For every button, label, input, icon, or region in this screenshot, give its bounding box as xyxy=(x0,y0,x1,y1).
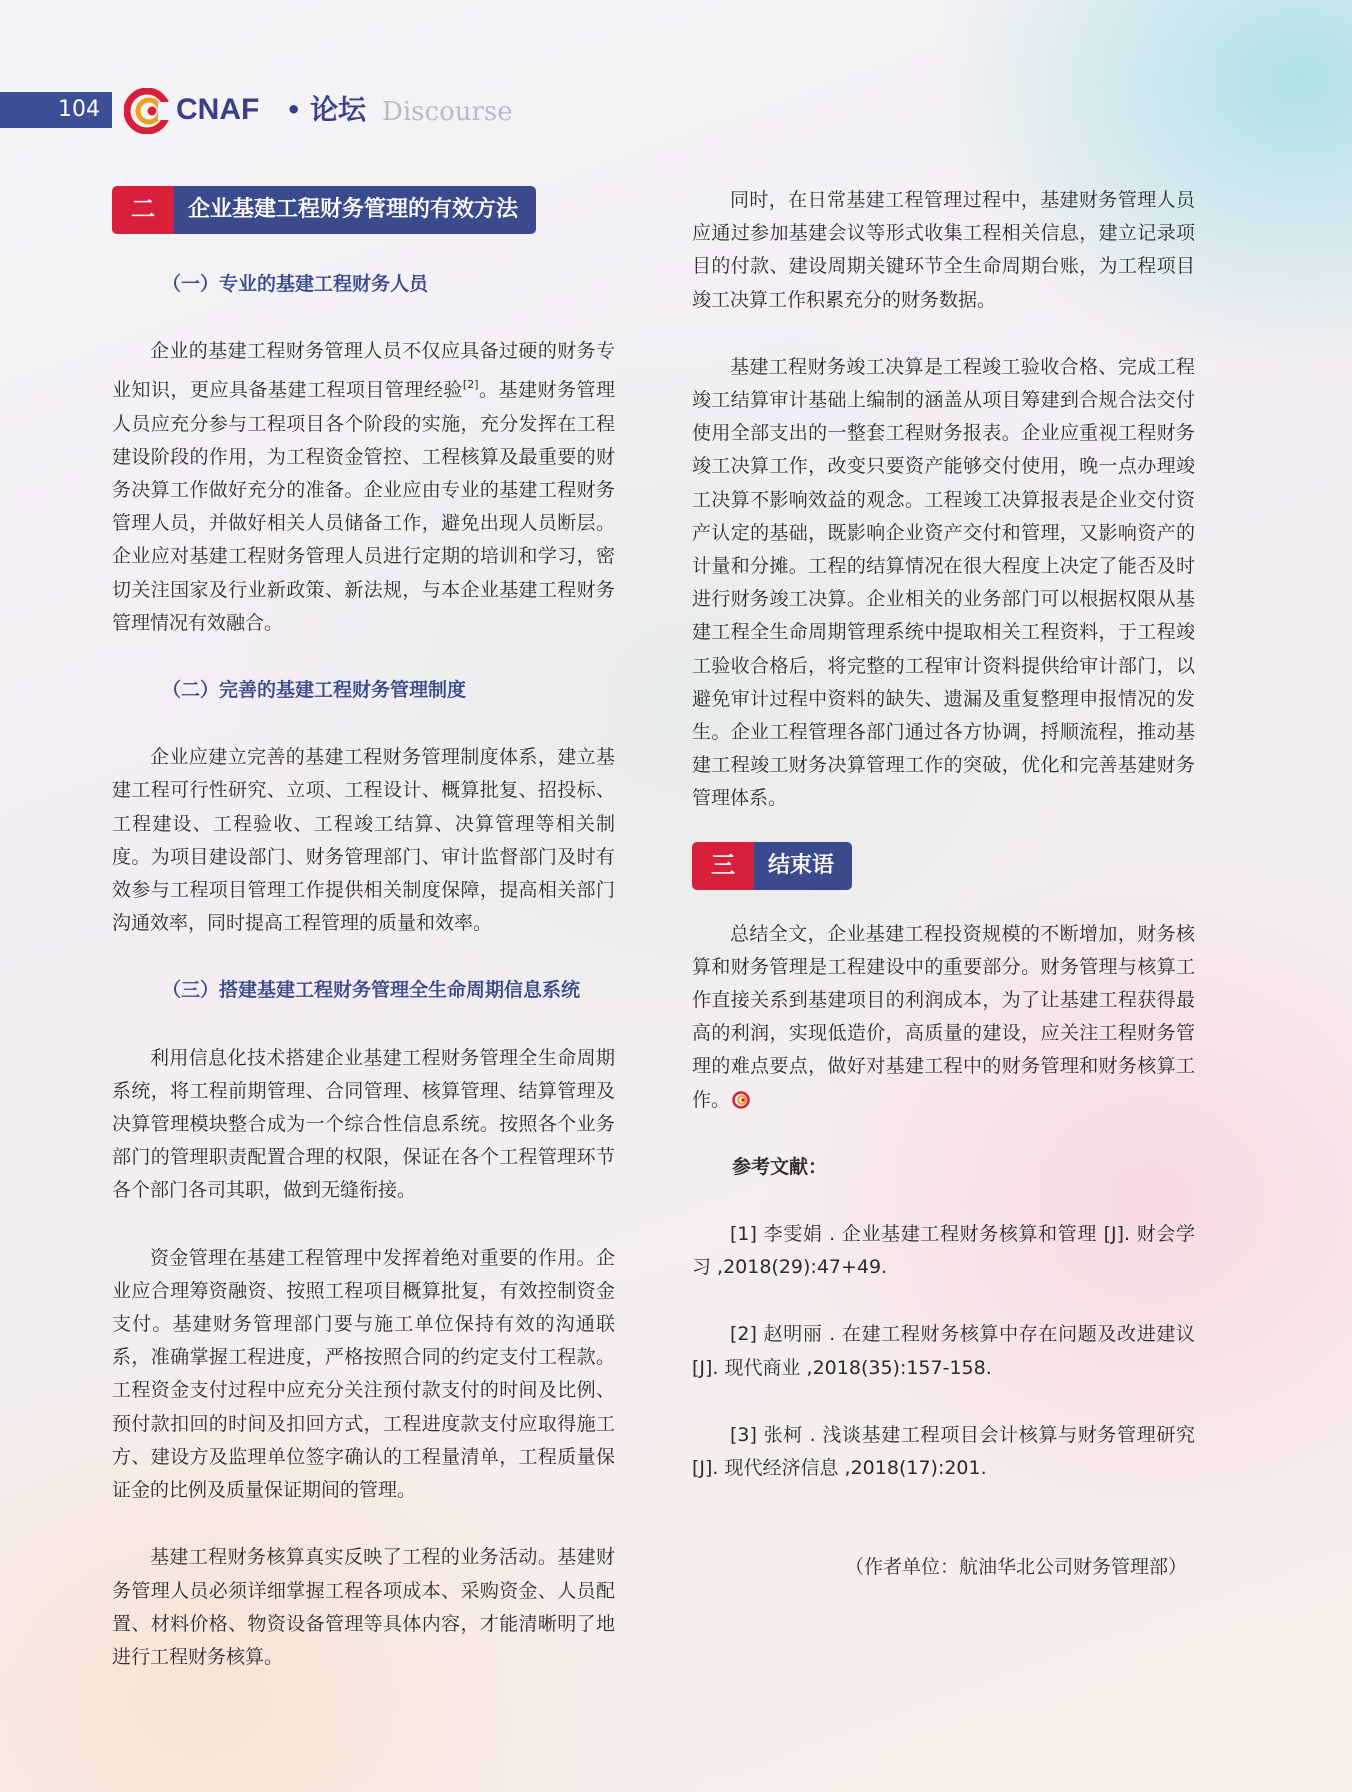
paragraph: 同时，在日常基建工程管理过程中，基建财务管理人员应通过参加基建会议等形式收集工程相关信息，建立记录项目的付款、建设周期关键环节全生命周期台账，为工程项目竣工决算工作积累充分的财务数据。 xyxy=(692,189,1195,311)
paragraph-text: 企业的基建工程财务管理人员不仅应具备过硬的财务专业知识，更应具备基建工程项目管理经验 xyxy=(112,340,615,402)
reference-item: [3] 张柯 . 浅谈基建工程项目会计核算与财务管理研究 [J]. 现代经济信息 ,2018(17):201. xyxy=(692,1423,1195,1480)
subheading-3: （三）搭建基建工程财务管理全生命周期信息系统 xyxy=(162,979,581,1002)
paragraph-text: 总结全文，企业基建工程投资规模的不断增加，财务核算和财务管理是工程建设中的重要部分。财务管理与核算工作直接关系到基建项目的利润成本，为了让基建工程获得最高的利润，实现低造价，高质量的建设，应关注工程财务管理的难点要点，做好对基建工程中的财务管理和财务核算工作。 xyxy=(692,922,1195,1111)
section-title: 企业基建工程财务管理的有效方法 xyxy=(174,186,536,234)
page-number: 104 xyxy=(0,92,112,128)
right-column xyxy=(692,184,1195,1585)
section-title: 结束语 xyxy=(754,842,852,890)
citation: [2] xyxy=(462,378,479,392)
paragraph: 利用信息化技术搭建企业基建工程财务管理全生命周期系统，将工程前期管理、合同管理、核算管理、结算管理及决算管理模块整合成为一个综合性信息系统。按照各个业务部门的管理职责配置合理的权限，保证在各个工程管理环节各个部门各司其职，做到无缝衔接。 xyxy=(112,1046,615,1202)
paragraph xyxy=(692,918,1195,1117)
section-heading-3 xyxy=(692,842,1195,890)
paragraph: 企业应建立完善的基建工程财务管理制度体系，建立基建工程可行性研究、立项、工程设计、概算批复、招投标、工程建设、工程验收、工程竣工结算、决算管理等相关制度。为项目建设部门、财务管理部门、审计监督部门及时有效参与工程项目管理工作提供相关制度保障，提高相关部门沟通效率，同时提高工程管理的质量和效率。 xyxy=(112,746,615,935)
subheading-1: （一）专业的基建工程财务人员 xyxy=(162,273,429,295)
brand-separator: • xyxy=(286,96,302,124)
reference-item: [2] 赵明丽 . 在建工程财务核算中存在问题及改进建议 [J]. 现代商业 ,2018(35):157-158. xyxy=(692,1323,1195,1379)
section-number: 二 xyxy=(112,186,174,234)
paragraph: 基建工程财务核算真实反映了工程的业务活动。基建财务管理人员必须详细掌握工程各项成本、采购资金、人员配置、材料价格、物资设备管理等具体内容，才能清晰明了地进行工程财务核算。 xyxy=(112,1546,615,1668)
brand-name: CNAF xyxy=(176,93,260,126)
references-title: 参考文献： xyxy=(732,1155,828,1178)
paragraph xyxy=(112,335,615,640)
section-name-cn: 论坛 xyxy=(310,93,367,126)
reference-item: [1] 李雯娟 . 企业基建工程财务核算和管理 [J]. 财会学习 ,2018(29):47+49. xyxy=(692,1223,1195,1279)
author-affiliation: （作者单位：航油华北公司财务管理部） xyxy=(844,1556,1187,1579)
paragraph-text: 。基建财务管理人员应充分参与工程项目各个阶段的实施，充分发挥在工程建设阶段的作用，为工程资金管控、工程核算及最重要的财务决算工作做好充分的准备。企业应由专业的基建工程财务管理人员，并做好相关人员储备工作，避免出现人员断层。企业应对基建工程财务管理人员进行定期的培训和学习，密切关注国家及行业新政策、新法规，与本企业基建工程财务管理情况有效融合。 xyxy=(112,379,615,634)
cnaf-logo-icon xyxy=(124,88,170,134)
cnaf-end-mark-icon xyxy=(732,1091,750,1109)
page-header xyxy=(0,92,600,128)
section-number: 三 xyxy=(692,842,754,890)
paragraph: 基建工程财务竣工决算是工程竣工验收合格、完成工程竣工结算审计基础上编制的涵盖从项目筹建到合规合法交付使用全部支出的一整套工程财务报表。企业应重视工程财务竣工决算工作，改变只要资产能够交付使用，晚一点办理竣工决算不影响效益的观念。工程竣工决算报表是企业交付资产认定的基础，既影响企业资产交付和管理，又影响资产的计量和分摊。工程的结算情况在很大程度上决定了能否及时进行财务竣工决算。企业相关的业务部门可以根据权限从基建工程全生命周期管理系统中提取相关工程资料，于工程竣工验收合格后，将完整的工程审计资料提供给审计部门，以避免审计过程中资料的缺失、遗漏及重复整理申报情况的发生。企业工程管理各部门通过各方协调，捋顺流程，推动基建工程竣工财务决算管理工作的突破，优化和完善基建财务管理体系。 xyxy=(692,355,1195,810)
subheading-2: （二）完善的基建工程财务管理制度 xyxy=(162,679,467,702)
section-heading-2 xyxy=(112,186,615,234)
paragraph: 资金管理在基建工程管理中发挥着绝对重要的作用。企业应合理筹资融资、按照工程项目概算批复，有效控制资金支付。基建财务管理部门要与施工单位保持有效的沟通联系，准确掌握工程进度，严格按照合同的约定支付工程款。工程资金支付过程中应充分关注预付款支付的时间及比例、预付款扣回的时间及扣回方式，工程进度款支付应取得施工方、建设方及监理单位签字确认的工程量清单，工程质量保证金的比例及质量保证期间的管理。 xyxy=(112,1246,615,1502)
left-column xyxy=(112,184,615,1674)
section-name-en: Discourse xyxy=(382,97,513,127)
